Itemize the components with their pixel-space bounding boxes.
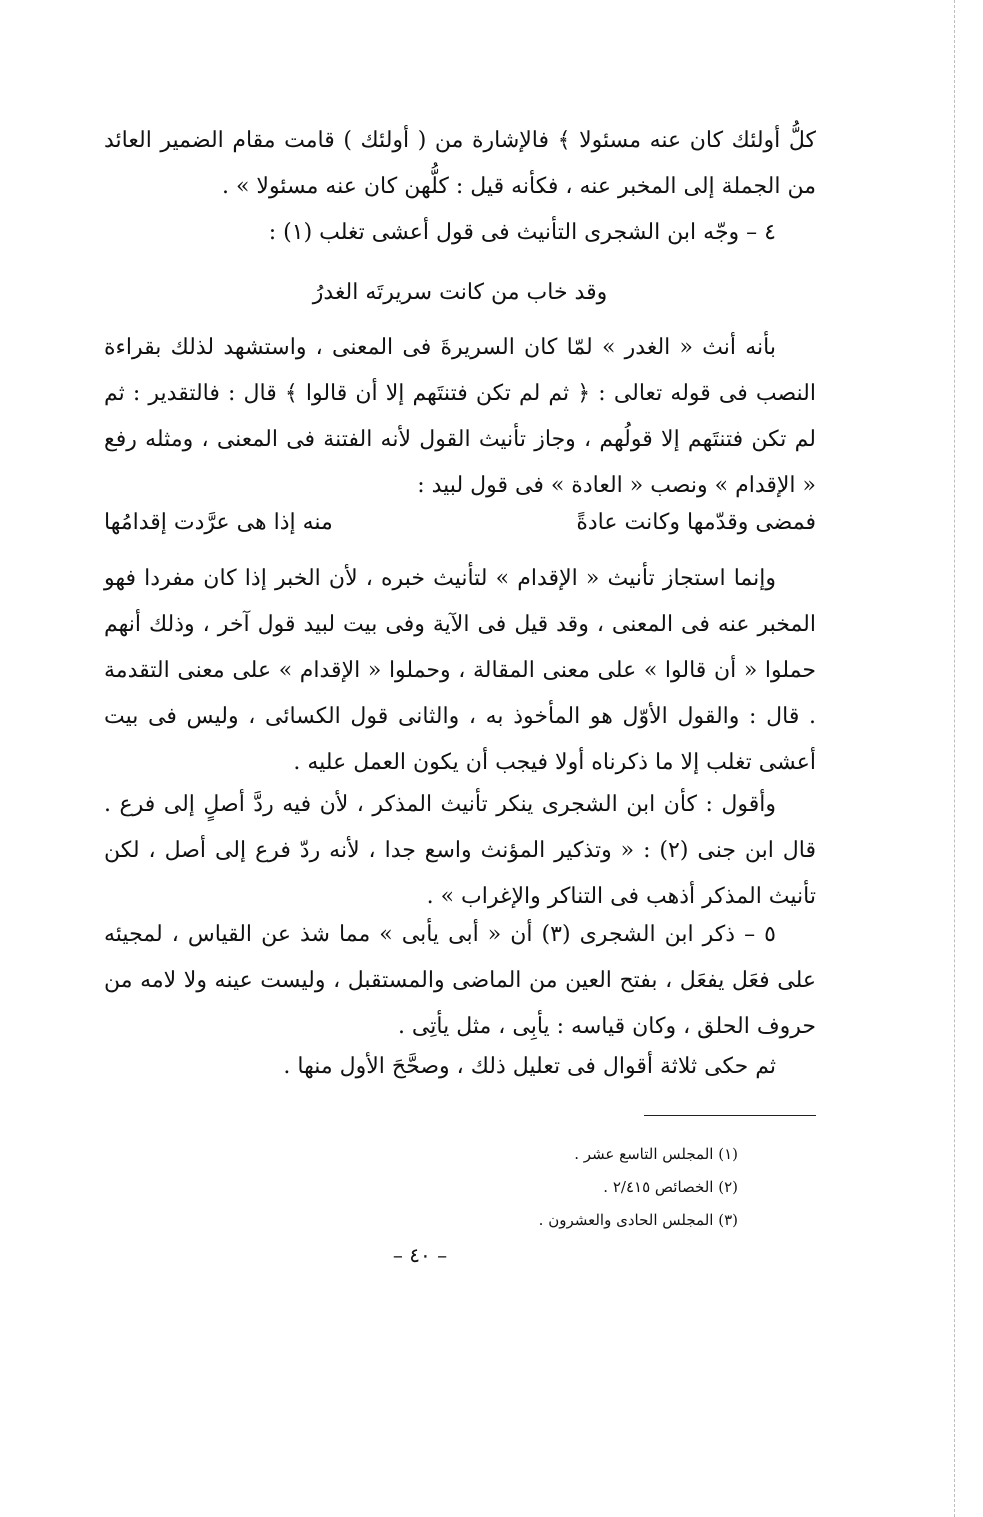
footnotes — [300, 1138, 738, 1237]
page-number: – ٤٠ – — [392, 1243, 448, 1267]
footnote-3: (٣) المجلس الحادى والعشرون . — [538, 1211, 738, 1229]
paragraph-6-section-5: ٥ – ذكر ابن الشجرى (٣) أن « أبى يأبى » مما شذ عن القياس ، لمجيئه على فعَل يفعَل ، بفتح العين من الماضى والمستقبل ، وليست عينه ولا لامه من حروف الحلق ، وكان قياسه : يأبِى ، مثل يأتِى . — [104, 922, 816, 1039]
paragraph-5: وأقول : كأن ابن الشجرى ينكر تأنيث المذكر ، لأن فيه ردَّ أصلٍ إلى فرع . قال ابن جنى (٢) : « وتذكير المؤنث واسع جدا ، لأنه ردّ فرع إلى أصل ، لكن تأنيث المذكر أذهب فى التناكر والإغراب » . — [104, 792, 816, 909]
paragraph-3: بأنه أنث « الغدر » لمّا كان السريرةَ فى المعنى ، واستشهد لذلك بقراءة النصب فى قوله تعالى : ﴿ ثم لم تكن فتنتَهم إلا أن قالوا ﴾ قال : فالتقدير : ثم لم تكن فتنتَهم إلا قولُهم ، وجاز تأنيث القول لأنه الفتنة فى المعنى ، ومثله رفع « الإقدام » ونصب « العادة » فى قول لبيد : — [104, 335, 816, 498]
verse-a-sha-taghlib: وقد خاب من كانت سريرتَه الغدرُ — [312, 280, 608, 305]
verse-labid-second-hemistich: منه إذا هى عرَّدت إقدامُها — [104, 510, 333, 535]
paragraph-2-section-4-heading: ٤ – وجّه ابن الشجرى التأنيث فى قول أعشى تغلب (١) : — [268, 220, 776, 245]
paragraph-4: وإنما استجاز تأنيث « الإقدام » لتأنيث خبره ، لأن الخبر إذا كان مفردا فهو المخبر عنه فى المعنى ، وقد قيل فى الآية وفى بيت لبيد قول آخر ، وذلك أنهم حملوا « أن قالوا » على معنى المقالة ، وحملوا « الإقدام » على معنى التقدمة . قال : والقول الأوّل هو المأخوذ به ، والثانى قول الكسائى ، وليس فى بيت أعشى تغلب إلا ما ذكرناه أولا فيجب أن يكون العمل عليه . — [104, 566, 816, 775]
footnote-2: (٢) الخصائص ٢/٤١٥ . — [603, 1178, 738, 1196]
paragraph-1: كلُّ أولئك كان عنه مسئولا ﴾ فالإشارة من ( أولئك ) قامت مقام الضمير العائد من الجملة إلى المخبر عنه ، فكأنه قيل : كلُّهن كان عنه مسئولا » . — [104, 128, 816, 199]
footnote-separator — [644, 1115, 816, 1116]
verse-labid-first-hemistich: فمضى وقدّمها وكانت عادةً — [576, 510, 816, 535]
verse-labid — [104, 500, 816, 546]
paragraph-7: ثم حكى ثلاثة أقوال فى تعليل ذلك ، وصحَّحَ الأول منها . — [283, 1054, 776, 1079]
scan-edge-line — [954, 0, 955, 1517]
footnote-1: (١) المجلس التاسع عشر . — [574, 1145, 738, 1163]
